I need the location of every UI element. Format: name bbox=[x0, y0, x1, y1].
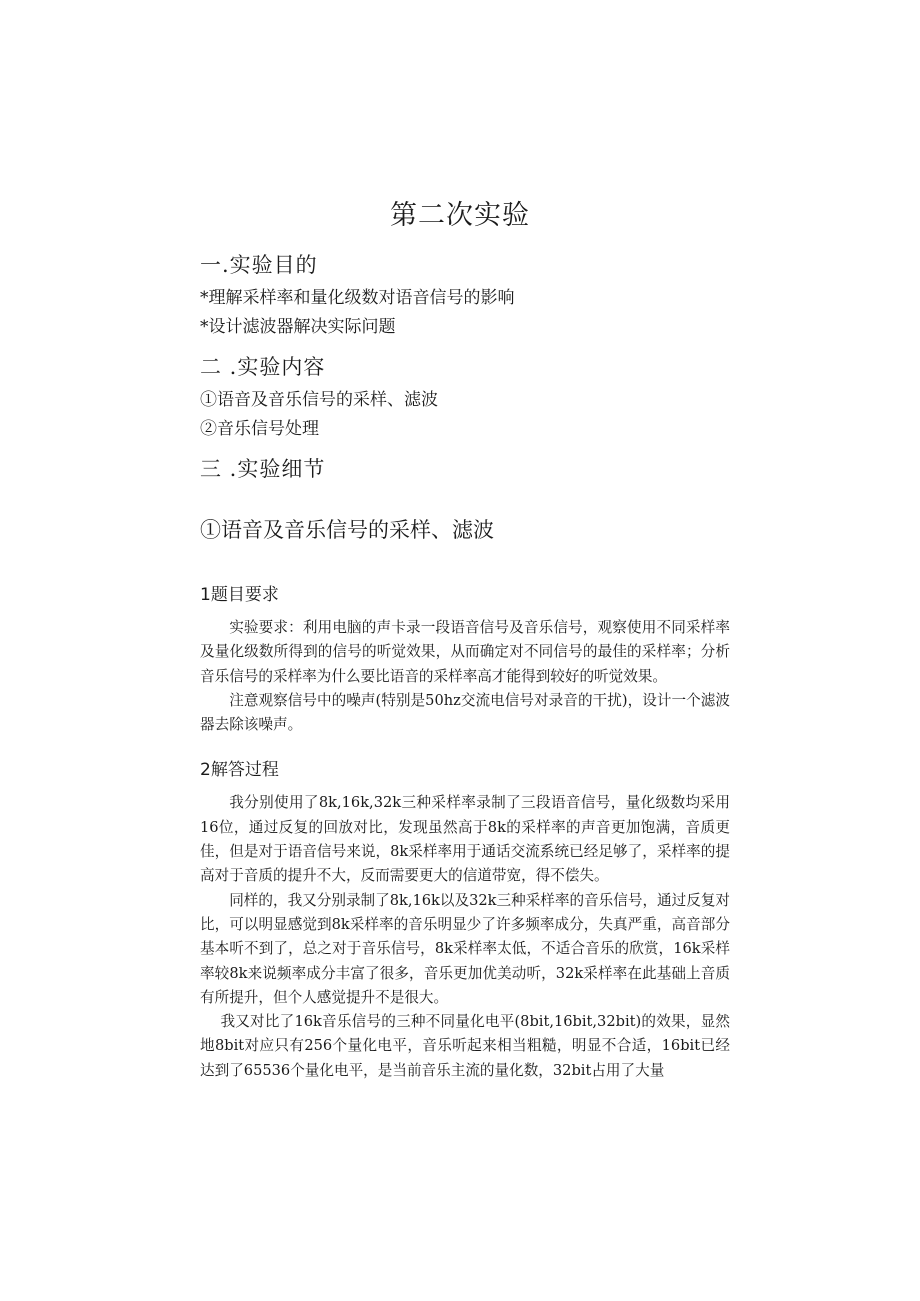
content-item: ②音乐信号处理 bbox=[200, 419, 319, 439]
section-heading-purpose: 一.实验目的 bbox=[200, 253, 318, 277]
part-heading-requirements: 1题目要求 bbox=[200, 585, 279, 605]
solution-paragraph: 同样的，我又分别录制了8k,16k以及32k三种采样率的音乐信号，通过反复对比，可以明显感觉到8k采样率的音乐明显少了许多频率成分，失真严重，高音部分基本听不到了，总之对于音乐信号，8k采样率太低，不适合音乐的欣赏，16k采样率较8k来说频率成分丰富了很多，音乐更加优美动听，32k采样率在此基础上音质有所提升，但个人感觉提升不是很大。 bbox=[200, 891, 731, 1006]
solution-paragraph: 我分别使用了8k,16k,32k三种采样率录制了三段语音信号，量化级数均采用16位，通过反复的回放对比，发现虽然高于8k的采样率的声音更加饱满，音质更佳，但是对于语音信号来说，8k采样率用于通话交流系统已经足够了，采样率的提高对于音质的提升不大，反而需要更大的信道带宽，得不偿失。 bbox=[200, 794, 730, 885]
part-heading-solution: 2解答过程 bbox=[200, 760, 279, 781]
requirements-paragraph: 注意观察信号中的噪声(特别是50hz交流电信号对录音的干扰)，设计一个滤波器去除该噪声。 bbox=[200, 691, 730, 734]
content-item: ①语音及音乐信号的采样、滤波 bbox=[200, 390, 438, 410]
purpose-item: *理解采样率和量化级数对语音信号的影响 bbox=[200, 288, 515, 308]
document-body bbox=[200, 250, 730, 1083]
section-heading-details: 三 .实验细节 bbox=[200, 457, 326, 481]
section-heading-content: 二 .实验内容 bbox=[200, 355, 326, 379]
page-title: 第二次实验 bbox=[390, 200, 530, 231]
solution-paragraph: 我又对比了16k音乐信号的三种不同量化电平(8bit,16bit,32bit)的效果，显然地8bit对应只有256个量化电平，音乐听起来相当粗糙，明显不合适，16bit已经达到了65536个量化电平，是当前音乐主流的量化数，32bit占用了大量 bbox=[200, 1013, 730, 1079]
purpose-item: *设计滤波器解决实际问题 bbox=[200, 317, 396, 337]
requirements-paragraph: 实验要求：利用电脑的声卡录一段语音信号及音乐信号，观察使用不同采样率及量化级数所得到的信号的听觉效果，从而确定对不同信号的最佳的采样率；分析音乐信号的采样率为什么要比语音的采样率高才能得到较好的听觉效果。 bbox=[200, 619, 730, 685]
subsection-title: ①语音及音乐信号的采样、滤波 bbox=[200, 518, 494, 542]
